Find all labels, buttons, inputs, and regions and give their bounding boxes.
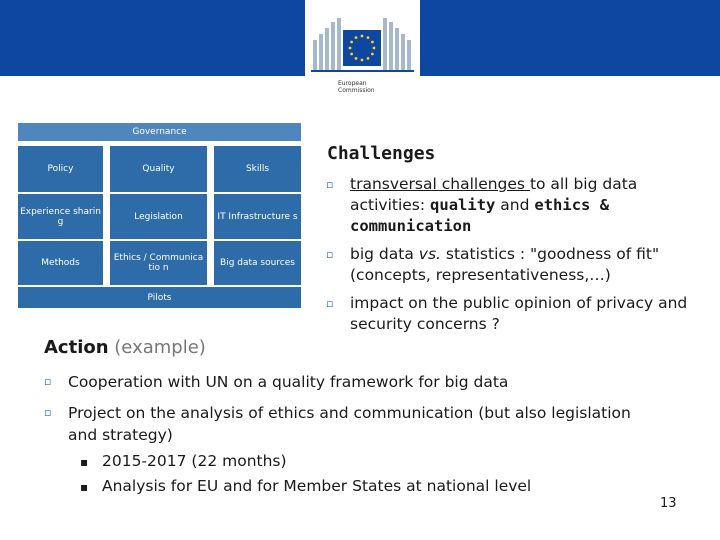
governance-bar: Governance: [18, 123, 301, 141]
diagram-cell-legislation: Legislation: [110, 194, 207, 239]
square-bullet-icon: ▪: [80, 455, 89, 469]
page-number: 13: [660, 496, 677, 511]
diagram-cell-policy: Policy: [18, 146, 103, 192]
diagram-cell-experience-sharing: Experience sharing: [18, 194, 103, 239]
sub-item-1: ▪ 2015-2017 (22 months): [80, 450, 287, 473]
square-bullet-icon: ▪: [80, 480, 89, 494]
action-item-1: ▫ Cooperation with UN on a quality framework for big data: [44, 373, 509, 391]
action-item-2: ▫ Project on the analysis of ethics and communication (but also legislation and strategy): [44, 404, 631, 444]
logo-text-line2: Commission: [338, 87, 375, 94]
diagram-cell-methods: Methods: [18, 241, 103, 285]
bullet-icon: ▫: [44, 406, 52, 419]
logo-text-line1: European: [338, 80, 367, 87]
european-commission-logo: [305, 0, 420, 103]
bullet-icon: ▫: [326, 178, 334, 191]
bullet-icon: ▫: [44, 375, 52, 388]
pilots-bar: Pilots: [18, 287, 301, 308]
challenges-title: Challenges: [327, 143, 436, 164]
challenge-item-2: ▫ big data vs. statistics : "goodness of fit" (concepts, representativeness,…): [326, 245, 660, 284]
challenge-item-3: ▫ impact on the public opinion of privacy and security concerns ?: [326, 294, 688, 333]
sub-item-2: ▪ Analysis for EU and for Member States at national level: [80, 475, 531, 498]
diagram-cell-it-infrastructures: IT Infrastructure s: [214, 194, 301, 239]
diagram-cell-ethics-communication: Ethics / Communicatio n: [110, 241, 207, 285]
bullet-icon: ▫: [326, 248, 334, 261]
action-heading: Action (example): [44, 337, 206, 358]
bullet-icon: ▫: [326, 297, 334, 310]
diagram-cell-big-data-sources: Big data sources: [214, 241, 301, 285]
diagram-cell-quality: Quality: [110, 146, 207, 192]
diagram-cell-skills: Skills: [214, 146, 301, 192]
challenge-item-1: ▫ transversal challenges to all big data activities: quality and ethics & communication: [326, 175, 638, 235]
